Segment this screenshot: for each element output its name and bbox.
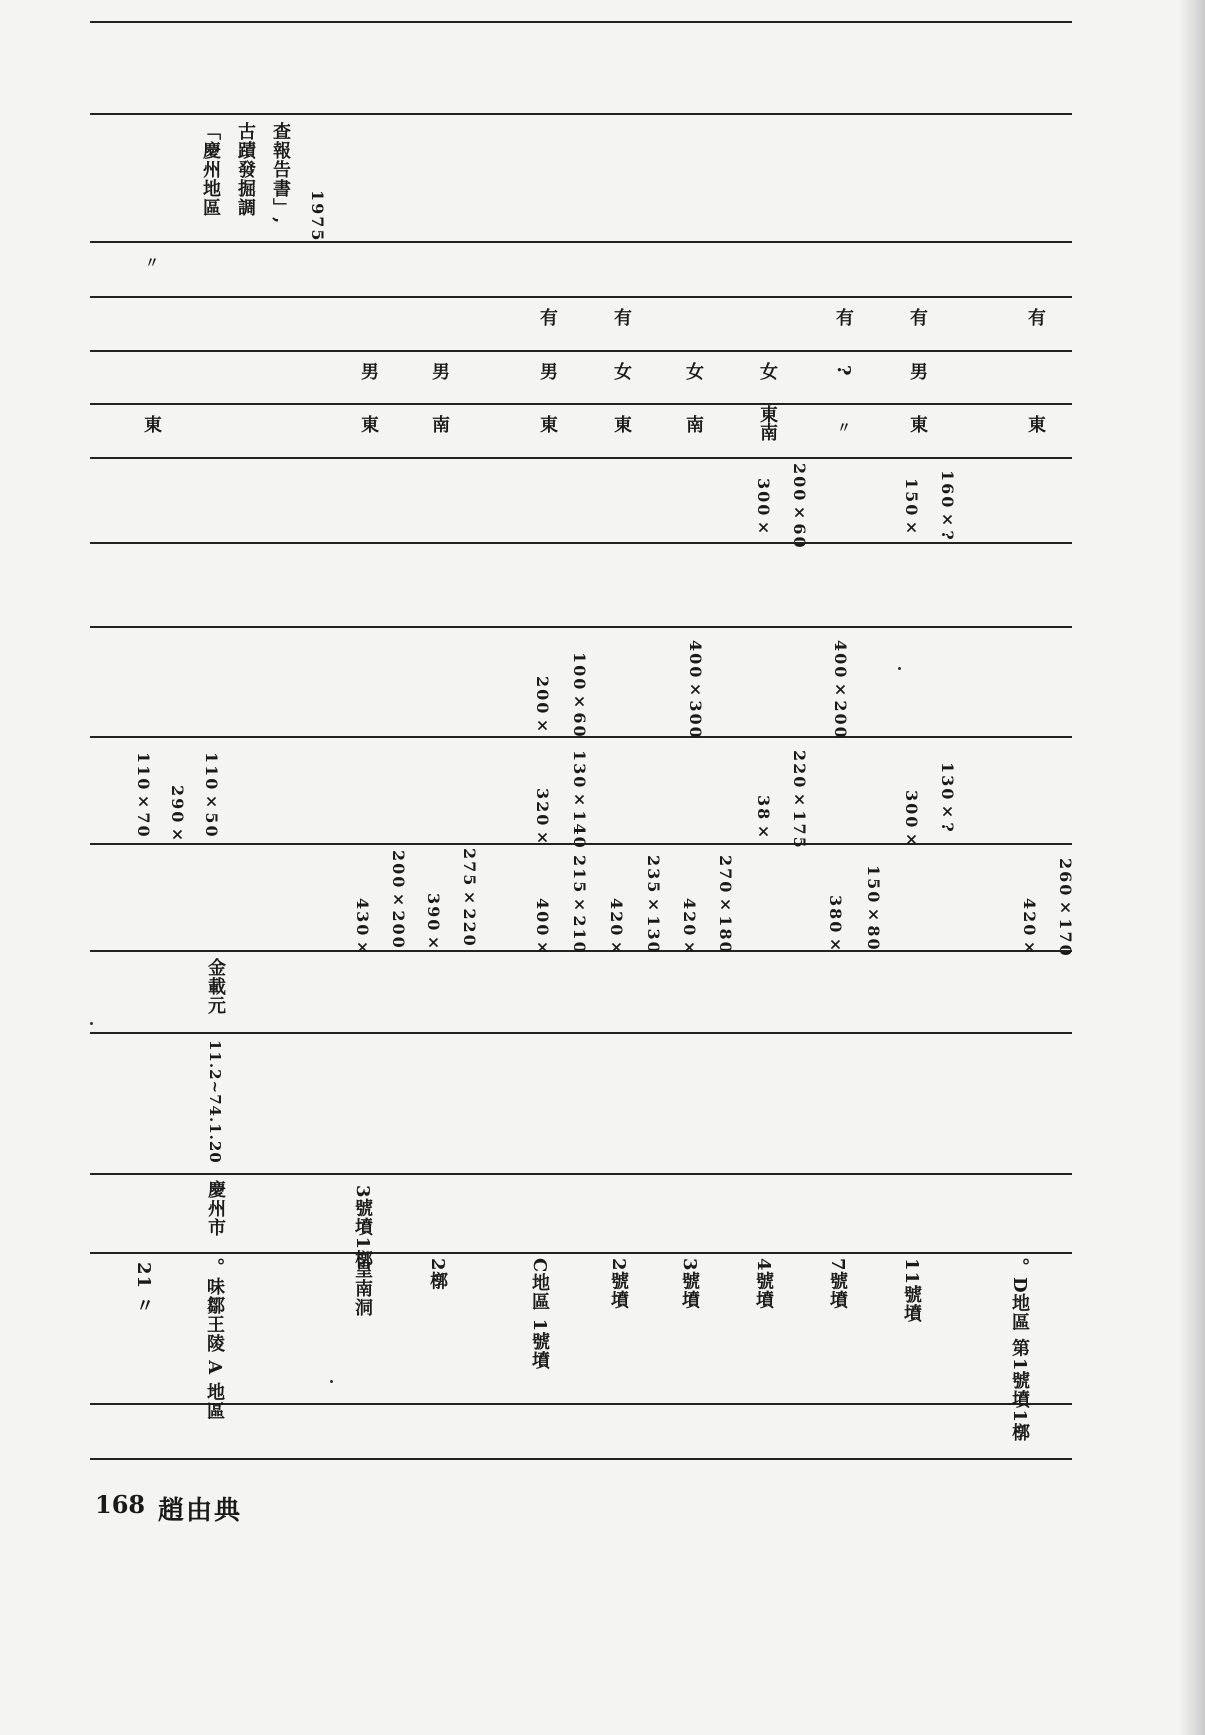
grave-goods: 有 xyxy=(537,308,558,327)
table-rule xyxy=(90,21,1072,23)
sex: 女 xyxy=(683,362,704,381)
sex: 男 xyxy=(429,362,450,381)
table-rule xyxy=(90,113,1072,115)
site-name: 。D地區 第1號墳1槨 xyxy=(1009,1258,1030,1442)
investigator: 金載元 xyxy=(205,958,226,1015)
orientation: 東 xyxy=(907,415,928,434)
dimension-value: 420× xyxy=(607,898,626,959)
orientation: 東 xyxy=(358,415,379,434)
dimension-value: 38× xyxy=(754,795,773,843)
table-rule xyxy=(90,1403,1072,1405)
site-name: 4號墳 xyxy=(753,1258,774,1310)
dimension-value: 160×? xyxy=(938,470,957,542)
site-name: 7號墳 xyxy=(827,1258,848,1310)
reference-line: 查報告書」, xyxy=(270,122,291,225)
orientation: 東南 xyxy=(757,405,778,441)
table-rule xyxy=(90,350,1072,352)
orientation: 南 xyxy=(429,415,450,434)
dimension-value: 200×200 xyxy=(389,850,408,950)
dimension-value: 390× xyxy=(424,893,443,954)
dimension-value: 235×130 xyxy=(644,855,663,955)
dimension-value: 400× xyxy=(533,898,552,959)
dimension-value: 420× xyxy=(680,898,699,959)
sex: 女 xyxy=(611,362,632,381)
orientation: 東 xyxy=(537,415,558,434)
table-rule xyxy=(90,241,1072,243)
table-rule xyxy=(90,403,1072,405)
table-rule xyxy=(90,1458,1072,1460)
dimension-value: 420× xyxy=(1020,898,1039,959)
dimension-value: 300× xyxy=(754,478,773,539)
reference-year: 1975 xyxy=(308,190,327,243)
dimension-value: 380× xyxy=(826,895,845,956)
reference-line: 古蹟發掘調 xyxy=(235,122,256,217)
sex: ? xyxy=(833,365,854,377)
stray-mark xyxy=(330,1380,333,1383)
stray-mark xyxy=(90,1022,93,1025)
dimension-value: 400×200 xyxy=(831,640,850,740)
dimension-value: 200× xyxy=(533,676,552,737)
dimension-value: 110×70 xyxy=(134,752,153,839)
dimension-value: 220×175 xyxy=(790,750,809,850)
sex: 男 xyxy=(358,362,379,381)
location: 皇南洞 xyxy=(352,1260,373,1317)
site-name: 。味鄒王陵 A 地區 xyxy=(204,1258,225,1421)
dimension-value: 320× xyxy=(533,788,552,849)
table-rule xyxy=(90,457,1072,459)
dimension-value: 400×300 xyxy=(686,640,705,740)
orientation: 東 xyxy=(611,415,632,434)
dimension-value: 300× xyxy=(902,790,921,851)
table-rule xyxy=(90,296,1072,298)
stray-mark xyxy=(898,667,901,670)
dimension-value: 430× xyxy=(353,898,372,959)
orientation: 東 xyxy=(141,415,162,434)
table-rule xyxy=(90,1032,1072,1034)
running-header-author: 趙由典 xyxy=(158,1496,243,1526)
sex: 男 xyxy=(907,362,928,381)
grave-goods: 有 xyxy=(907,308,928,327)
location: 慶州市 xyxy=(205,1180,226,1237)
orientation: 〃 xyxy=(835,420,851,435)
orientation: 東 xyxy=(1025,415,1046,434)
dimension-value: 270×180 xyxy=(716,855,735,955)
site-name: C地區 1號墳 xyxy=(529,1258,550,1371)
grave-goods: 有 xyxy=(611,308,632,327)
dimension-value: 150×80 xyxy=(864,865,883,952)
dimension-value: 100×60 xyxy=(570,652,589,739)
excavation-date: 11.2~74.1.20 xyxy=(206,1040,224,1164)
dimension-value: 130×140 xyxy=(570,750,589,850)
reference-line: 「慶州地區 xyxy=(200,122,221,217)
table-rule xyxy=(90,542,1072,544)
site-name: 2槨 xyxy=(427,1258,448,1291)
site-name: 3號墳 xyxy=(679,1258,700,1310)
ditto-mark: 〃 xyxy=(143,255,159,270)
table-rule xyxy=(90,626,1072,628)
grave-goods: 有 xyxy=(1025,308,1046,327)
dimension-value: 215×210 xyxy=(570,855,589,955)
dimension-value: 110×50 xyxy=(202,752,221,839)
dimension-value: 275×220 xyxy=(460,848,479,948)
dimension-value: 130×? xyxy=(938,762,957,834)
grave-goods: 有 xyxy=(833,308,854,327)
orientation: 南 xyxy=(683,415,704,434)
dimension-value: 260×170 xyxy=(1056,858,1075,958)
dimension-value: 200×60 xyxy=(790,463,809,550)
page-number: 168 xyxy=(95,1490,146,1519)
table-rule xyxy=(90,1173,1072,1175)
site-name: 2號墳 xyxy=(608,1258,629,1310)
sex: 女 xyxy=(757,362,778,381)
table-rule xyxy=(90,1252,1072,1254)
page-edge-shadow xyxy=(1179,0,1205,1735)
site-name: 11號墳 xyxy=(901,1258,922,1324)
dimension-value: 150× xyxy=(902,478,921,539)
row-number: 21 〃 xyxy=(133,1262,154,1316)
site-name: 3號墳1槨 xyxy=(352,1185,373,1270)
sex: 男 xyxy=(537,362,558,381)
dimension-value: 290× xyxy=(168,785,187,846)
